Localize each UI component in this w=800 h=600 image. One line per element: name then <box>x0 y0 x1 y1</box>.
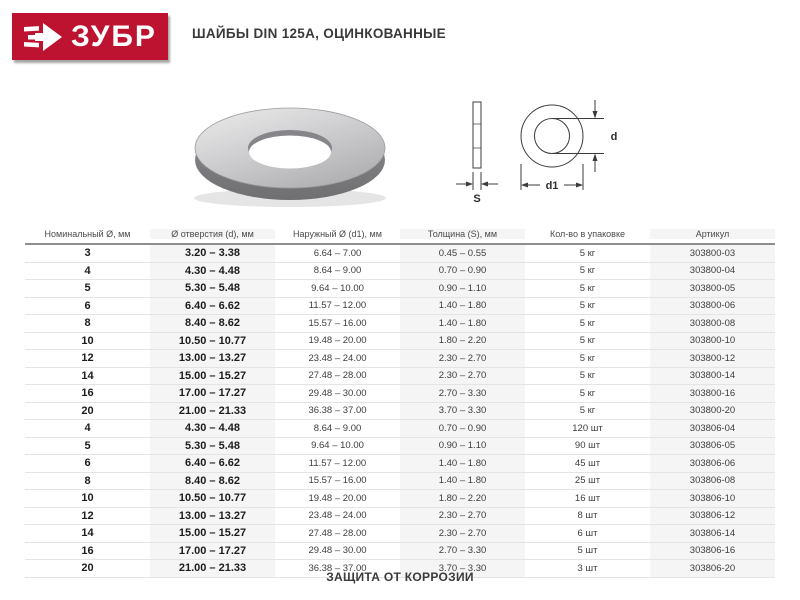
table-row <box>25 403 775 421</box>
table-cell: 14 <box>81 369 94 382</box>
table-cell: 27.48 – 28.00 <box>308 527 367 539</box>
table-cell: 303800-08 <box>650 315 775 332</box>
table-cell: 21.00 – 21.33 <box>150 560 275 577</box>
table-cell: 5 кг <box>579 335 596 347</box>
table-cell: 4 <box>84 264 91 277</box>
header-cell: Номинальный Ø, мм <box>44 228 131 239</box>
washer-photo <box>168 88 418 223</box>
table-cell: 4 <box>84 422 91 435</box>
table-cell: 6.40 – 6.62 <box>150 298 275 315</box>
table-cell: 303800-05 <box>650 280 775 297</box>
table-cell: 8 <box>84 317 91 330</box>
table-row <box>25 298 775 316</box>
table-cell: 0.90 – 1.10 <box>400 280 525 297</box>
table-cell: 6 <box>84 457 91 470</box>
table-cell: 3 <box>84 247 91 260</box>
table-cell: 303800-16 <box>650 385 775 402</box>
table-cell: 303806-14 <box>650 525 775 542</box>
table-cell: 27.48 – 28.00 <box>308 370 367 382</box>
table-cell: 9.64 – 10.00 <box>311 440 364 452</box>
table-cell: 29.48 – 30.00 <box>308 387 367 399</box>
table-cell: 303800-06 <box>650 298 775 315</box>
table-cell: 2.30 – 2.70 <box>400 525 525 542</box>
table-row <box>25 385 775 403</box>
header-cell: Толщина (S), мм <box>400 229 525 239</box>
table-cell: 10.50 – 10.77 <box>150 490 275 507</box>
table-row <box>25 420 775 438</box>
table-cell: 17.00 – 17.27 <box>150 543 275 560</box>
table-cell: 5.30 – 5.48 <box>150 280 275 297</box>
table-cell: 5 кг <box>579 265 596 277</box>
table-header-row <box>25 224 775 245</box>
table-cell: 36.38 – 37.00 <box>308 405 367 417</box>
table-cell: 0.45 – 0.55 <box>400 245 525 262</box>
table-row <box>25 333 775 351</box>
table-cell: 1.40 – 1.80 <box>400 455 525 472</box>
table-cell: 15.57 – 16.00 <box>308 317 367 329</box>
table-row <box>25 525 775 543</box>
table-cell: 120 шт <box>572 422 603 434</box>
table-cell: 3.70 – 3.30 <box>400 403 525 420</box>
table-cell: 4.30 – 4.48 <box>150 420 275 437</box>
table-cell: 5.30 – 5.48 <box>150 438 275 455</box>
table-cell: 3.20 – 3.38 <box>150 245 275 262</box>
table-cell: 14 <box>81 527 94 540</box>
table-row <box>25 263 775 281</box>
table-cell: 5 <box>84 282 91 295</box>
table-cell: 29.48 – 30.00 <box>308 545 367 557</box>
table-row <box>25 350 775 368</box>
table-cell: 0.70 – 0.90 <box>400 420 525 437</box>
table-cell: 21.00 – 21.33 <box>150 403 275 420</box>
table-cell: 20 <box>81 404 94 417</box>
table-cell: 10.50 – 10.77 <box>150 333 275 350</box>
table-cell: 303806-08 <box>650 473 775 490</box>
table-cell: 2.30 – 2.70 <box>400 350 525 367</box>
table-cell: 16 <box>81 544 94 557</box>
table-row <box>25 473 775 491</box>
table-cell: 5 шт <box>577 545 598 557</box>
table-cell: 8 шт <box>577 510 598 522</box>
table-cell: 23.48 – 24.00 <box>308 510 367 522</box>
table-cell: 17.00 – 17.27 <box>150 385 275 402</box>
table-cell: 8.40 – 8.62 <box>150 473 275 490</box>
table-cell: 5 кг <box>579 387 596 399</box>
table-cell: 2.70 – 3.30 <box>400 385 525 402</box>
header-cell: Артикул <box>650 229 775 239</box>
table-cell: 5 кг <box>579 300 596 312</box>
table-cell: 0.90 – 1.10 <box>400 438 525 455</box>
table-cell: 8.40 – 8.62 <box>150 315 275 332</box>
table-cell: 303806-10 <box>650 490 775 507</box>
table-cell: 5 кг <box>579 405 596 417</box>
table-row <box>25 543 775 561</box>
table-cell: 6 шт <box>577 527 598 539</box>
table-cell: 1.40 – 1.80 <box>400 473 525 490</box>
diagram-s-label: S <box>473 193 481 205</box>
table-cell: 2.30 – 2.70 <box>400 508 525 525</box>
table-cell: 303806-16 <box>650 543 775 560</box>
tech-diagram <box>452 86 637 221</box>
table-cell: 5 кг <box>579 282 596 294</box>
header-cell: Наружный Ø (d1), мм <box>293 228 382 239</box>
diagram-d-label: d <box>610 131 618 143</box>
table-cell: 16 шт <box>574 492 601 504</box>
table-cell: 45 шт <box>574 457 601 469</box>
table-cell: 303806-20 <box>650 560 775 577</box>
table-cell: 11.57 – 12.00 <box>308 300 367 312</box>
header-cell: Кол-во в упаковке <box>549 228 625 239</box>
table-cell: 6 <box>84 299 91 312</box>
table-cell: 303800-04 <box>650 263 775 280</box>
table-cell: 8 <box>84 474 91 487</box>
table-cell: 15.00 – 15.27 <box>150 368 275 385</box>
table-cell: 0.70 – 0.90 <box>400 263 525 280</box>
table-cell: 23.48 – 24.00 <box>308 352 367 364</box>
logo-text: ЗУБР <box>71 19 157 53</box>
table-cell: 16 <box>81 387 94 400</box>
table-cell: 12 <box>81 509 94 522</box>
table-cell: 90 шт <box>574 440 601 452</box>
table-cell: 10 <box>81 492 94 505</box>
table-cell: 5 кг <box>579 247 596 259</box>
table-cell: 20 <box>81 562 94 575</box>
table-cell: 303800-12 <box>650 350 775 367</box>
brand-logo <box>12 13 168 60</box>
table-row <box>25 245 775 263</box>
table-cell: 2.70 – 3.30 <box>400 543 525 560</box>
table-cell: 2.30 – 2.70 <box>400 368 525 385</box>
table-cell: 11.57 – 12.00 <box>308 457 367 469</box>
logo-arrow-icon <box>23 20 63 54</box>
table-cell: 13.00 – 13.27 <box>150 508 275 525</box>
table-cell: 15.57 – 16.00 <box>308 475 367 487</box>
table-cell: 12 <box>81 352 94 365</box>
footer-note: ЗАЩИТА ОТ КОРРОЗИИ <box>326 570 474 584</box>
spec-table <box>25 224 775 578</box>
table-cell: 9.64 – 10.00 <box>311 282 364 294</box>
diagram-d1-label: d1 <box>545 180 559 192</box>
table-cell: 3 шт <box>577 562 598 574</box>
table-cell: 303806-06 <box>650 455 775 472</box>
table-cell: 15.00 – 15.27 <box>150 525 275 542</box>
table-cell: 1.80 – 2.20 <box>400 333 525 350</box>
table-row <box>25 368 775 386</box>
page-title: ШАЙБЫ DIN 125А, ОЦИНКОВАННЫЕ <box>192 26 446 41</box>
table-row <box>25 455 775 473</box>
table-cell: 1.80 – 2.20 <box>400 490 525 507</box>
table-row <box>25 490 775 508</box>
table-cell: 303800-10 <box>650 333 775 350</box>
table-cell: 19.48 – 20.00 <box>308 492 367 504</box>
table-cell: 303800-03 <box>650 245 775 262</box>
header-cell: Ø отверстия (d), мм <box>150 229 275 239</box>
table-cell: 4.30 – 4.48 <box>150 263 275 280</box>
table-row <box>25 508 775 526</box>
table-cell: 5 кг <box>579 317 596 329</box>
table-cell: 25 шт <box>574 475 601 487</box>
table-row <box>25 315 775 333</box>
table-cell: 5 кг <box>579 352 596 364</box>
table-cell: 3.70 – 3.30 <box>400 560 525 577</box>
table-cell: 5 кг <box>579 370 596 382</box>
table-row <box>25 280 775 298</box>
table-cell: 303806-05 <box>650 438 775 455</box>
table-cell: 303806-12 <box>650 508 775 525</box>
table-cell: 8.64 – 9.00 <box>313 422 362 434</box>
table-cell: 8.64 – 9.00 <box>313 265 362 277</box>
table-cell: 19.48 – 20.00 <box>308 335 367 347</box>
table-cell: 10 <box>81 334 94 347</box>
table-cell: 6.40 – 6.62 <box>150 455 275 472</box>
table-row <box>25 438 775 456</box>
table-cell: 1.40 – 1.80 <box>400 298 525 315</box>
table-cell: 1.40 – 1.80 <box>400 315 525 332</box>
table-cell: 303800-20 <box>650 403 775 420</box>
table-body <box>25 245 775 578</box>
table-cell: 36.38 – 37.00 <box>308 562 367 574</box>
table-cell: 5 <box>84 439 91 452</box>
table-cell: 303800-14 <box>650 368 775 385</box>
table-cell: 13.00 – 13.27 <box>150 350 275 367</box>
table-cell: 303806-04 <box>650 420 775 437</box>
table-cell: 6.64 – 7.00 <box>313 247 362 259</box>
